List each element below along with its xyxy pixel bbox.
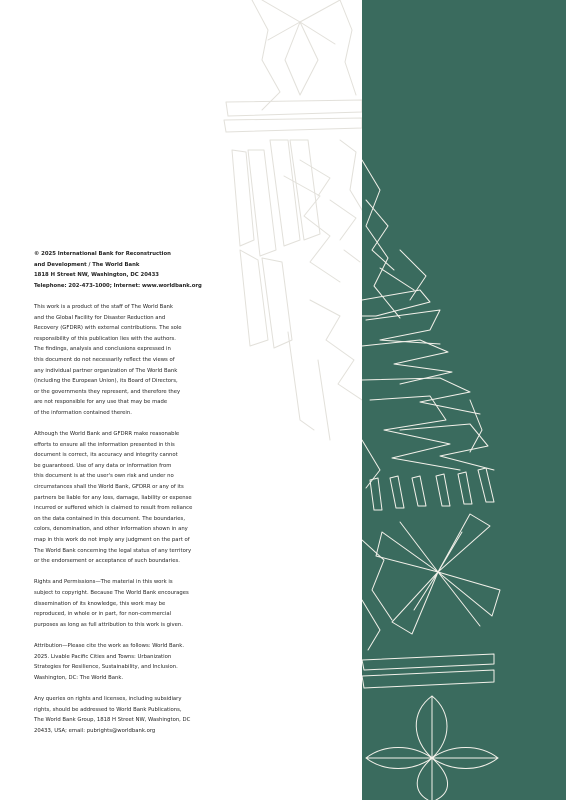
queries-paragraph (34, 694, 224, 736)
text-line: efforts to ensure all the information presented in this (34, 441, 175, 448)
text-line: be guaranteed. Use of any data or information from (34, 462, 172, 469)
disclaimer-paragraph (34, 302, 224, 419)
text-line: subject to copyright. Because The World Bank encourages (34, 590, 189, 596)
text-line: of the information contained therein. (34, 409, 132, 416)
copyright-line: © 2025 International Bank for Reconstruction (34, 251, 171, 257)
text-line: responsibility of this publication lies with the authors. (34, 335, 176, 342)
text-line: Any queries on rights and licenses, including subsidiary (34, 695, 182, 702)
text-line: any individual partner organization of The World Bank (34, 367, 178, 374)
copyright-line: Telephone: 202-473-1000; Internet: www.worldbank.org (34, 282, 202, 289)
text-line: on the data contained in this document. The boundaries, (34, 515, 186, 522)
text-line: Although the World Bank and GFDRR make reasonable (34, 431, 180, 438)
text-line: this document do not necessarily reflect the views of (34, 356, 175, 363)
text-line: Rights and Permissions—The material in this work is (34, 579, 173, 586)
text-line: map in this work do not imply any judgment on the part of (34, 537, 190, 544)
text-line: The findings, analysis and conclusions expressed in (34, 346, 171, 353)
text-line: reproduced, in whole or in part, for non-commercial (34, 611, 172, 618)
copyright-line: and Development / The World Bank (34, 261, 140, 268)
text-line: this document is at the user's own risk and under no (34, 473, 174, 480)
text-line: 20433, USA; email: pubrights@worldbank.org (34, 727, 156, 734)
text-line: The World Bank Group, 1818 H Street NW, Washington, DC (34, 717, 191, 724)
imprint-text-column (34, 249, 224, 747)
text-line: This work is a product of the staff of The World Bank (34, 303, 173, 310)
text-line: (including the European Union), its Board of Directors, (34, 378, 178, 385)
text-line: or the endorsement or acceptance of such boundaries. (34, 558, 180, 565)
text-line: colors, denomination, and other information shown in any (34, 526, 188, 533)
text-line: The World Bank concerning the legal status of any territory (34, 547, 192, 554)
text-line: or the governments they represent, and therefore they (34, 388, 181, 395)
accuracy-paragraph (34, 429, 224, 567)
text-line: rights, should be addressed to World Bank Publications, (34, 706, 182, 713)
text-line: dissemination of its knowledge, this work may be (34, 600, 166, 607)
text-line: purposes as long as full attribution to this work is given. (34, 621, 183, 628)
text-line: 2025. Livable Pacific Cities and Towns: Urbanization (34, 653, 172, 660)
text-line: document is correct, its accuracy and integrity cannot (34, 452, 178, 459)
text-line: partners be liable for any loss, damage, liability or expense (34, 494, 192, 501)
text-line: Attribution—Please cite the work as follows: World Bank. (34, 642, 185, 649)
text-line: Strategies for Resilience, Sustainability, and Inclusion. (34, 664, 178, 671)
text-line: Washington, DC: The World Bank. (34, 674, 124, 681)
rights-paragraph (34, 577, 224, 630)
text-line: circumstances shall the World Bank, GFDRR or any of its (34, 484, 184, 491)
text-line: Recovery (GFDRR) with external contributions. The sole (34, 325, 182, 332)
text-line: are not responsible for any use that may be made (34, 399, 168, 406)
copyright-line: 1818 H Street NW, Washington, DC 20433 (34, 272, 159, 279)
copyright-block (34, 249, 224, 291)
text-line: incurred or suffered which is claimed to result from reliance (34, 505, 193, 512)
text-line: and the Global Facility for Disaster Reduction and (34, 314, 166, 321)
attribution-paragraph (34, 641, 224, 683)
